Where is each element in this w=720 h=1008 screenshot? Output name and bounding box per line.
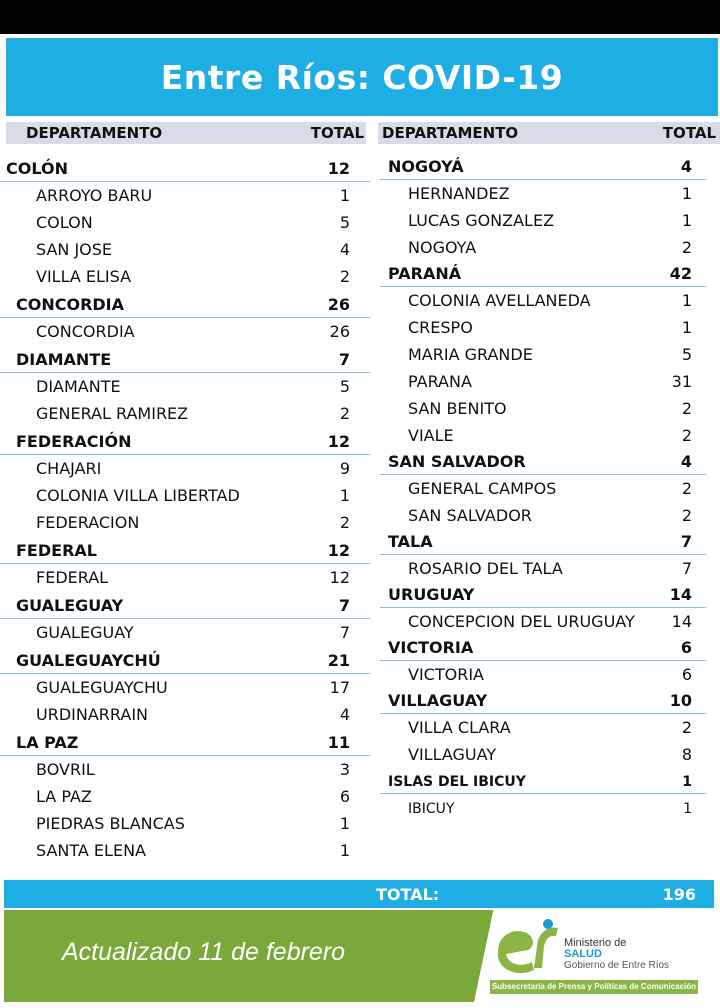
department-name: VILLAGUAY — [388, 691, 488, 710]
city-total: 1 — [683, 801, 692, 817]
city-name: SAN JOSE — [36, 240, 113, 259]
city-total: 5 — [681, 345, 692, 364]
department-total: 12 — [327, 432, 350, 451]
report-page — [0, 34, 720, 1008]
city-total: 2 — [681, 399, 692, 418]
city-row — [380, 368, 706, 395]
city-row — [380, 314, 706, 341]
department-name: ISLAS DEL IBICUY — [388, 774, 526, 790]
department-row — [0, 345, 370, 373]
department-name: VICTORIA — [388, 638, 474, 657]
city-name: LUCAS GONZALEZ — [408, 211, 555, 230]
city-total: 2 — [681, 479, 692, 498]
city-name: CONCEPCION DEL URUGUAY — [408, 612, 635, 631]
city-row — [0, 509, 370, 536]
city-row — [380, 395, 706, 422]
city-name: SAN BENITO — [408, 399, 507, 418]
city-name: ARROYO BARU — [36, 186, 153, 205]
department-row — [380, 529, 706, 555]
logo-line-gobierno: Gobierno de Entre Ríos — [564, 960, 670, 971]
city-total: 6 — [339, 787, 350, 806]
city-name: CONCORDIA — [36, 322, 135, 341]
city-name: PARANA — [408, 372, 472, 391]
city-name: GUALEGUAY — [36, 623, 134, 642]
city-name: VILLAGUAY — [408, 745, 497, 764]
city-name: COLON — [36, 213, 93, 232]
city-row — [380, 661, 706, 688]
department-name: DIAMANTE — [16, 350, 112, 369]
city-total: 17 — [329, 678, 350, 697]
city-name: GENERAL CAMPOS — [408, 479, 557, 498]
city-row — [380, 422, 706, 449]
city-total: 7 — [339, 623, 350, 642]
department-total: 7 — [338, 596, 350, 615]
department-row — [0, 591, 370, 619]
city-name: FEDERACION — [36, 513, 140, 532]
city-name: SANTA ELENA — [36, 841, 146, 860]
right-column-header — [378, 122, 720, 144]
city-row — [0, 810, 370, 837]
department-name: NOGOYÁ — [388, 157, 464, 176]
city-name: VILLA ELISA — [36, 267, 132, 286]
city-total: 2 — [339, 404, 350, 423]
city-name: FEDERAL — [36, 568, 109, 587]
city-total: 1 — [681, 211, 692, 230]
department-header: DEPARTAMENTO — [382, 124, 519, 142]
department-name: FEDERAL — [16, 541, 97, 560]
city-name: CRESPO — [408, 318, 473, 337]
department-total: 14 — [669, 585, 692, 604]
department-row — [0, 646, 370, 674]
total-header: TOTAL — [662, 124, 716, 142]
right-department-list — [380, 154, 706, 821]
city-name: COLONIA AVELLANEDA — [408, 291, 591, 310]
department-total: 1 — [682, 774, 692, 790]
city-row — [0, 400, 370, 427]
city-name: SAN SALVADOR — [408, 506, 532, 525]
city-name: DIAMANTE — [36, 377, 121, 396]
department-name: LA PAZ — [16, 733, 79, 752]
city-row — [0, 318, 370, 345]
department-name: GUALEGUAYCHÚ — [16, 651, 161, 670]
city-name: VIALE — [408, 426, 454, 445]
city-row — [0, 236, 370, 263]
logo-line-salud: SALUD — [564, 948, 602, 960]
city-name: VICTORIA — [408, 665, 484, 684]
city-row — [0, 455, 370, 482]
department-row — [0, 536, 370, 564]
total-header: TOTAL — [310, 124, 364, 142]
city-row — [0, 564, 370, 591]
left-column-header — [6, 122, 366, 144]
department-total: 7 — [338, 350, 350, 369]
department-name: COLÓN — [6, 159, 68, 178]
city-total: 5 — [339, 213, 350, 232]
city-total: 2 — [681, 238, 692, 257]
city-total: 31 — [671, 372, 692, 391]
city-row — [380, 207, 706, 234]
title-banner — [6, 38, 718, 116]
department-header: DEPARTAMENTO — [26, 124, 163, 142]
ministry-logo — [490, 916, 710, 996]
city-name: COLONIA VILLA LIBERTAD — [36, 486, 240, 505]
logo-line-ministerio: Ministerio de — [564, 937, 627, 949]
city-row — [380, 794, 706, 821]
city-total: 26 — [329, 322, 350, 341]
city-total: 2 — [681, 426, 692, 445]
department-name: TALA — [388, 532, 433, 551]
city-total: 1 — [681, 318, 692, 337]
city-total: 2 — [339, 267, 350, 286]
city-row — [0, 701, 370, 728]
updated-date-text: Actualizado 11 de febrero — [62, 938, 346, 966]
department-name: FEDERACIÓN — [16, 432, 132, 451]
department-name: CONCORDIA — [16, 295, 125, 314]
grand-total-value: 196 — [662, 885, 696, 904]
department-total: 12 — [327, 159, 350, 178]
department-name: GUALEGUAY — [16, 596, 124, 615]
department-total: 6 — [680, 638, 692, 657]
department-row — [0, 427, 370, 455]
city-row — [380, 608, 706, 635]
city-row — [380, 180, 706, 207]
city-total: 6 — [681, 665, 692, 684]
city-total: 1 — [339, 186, 350, 205]
city-row — [0, 182, 370, 209]
city-name: VILLA CLARA — [408, 718, 511, 737]
city-row — [0, 837, 370, 864]
city-name: ROSARIO DEL TALA — [408, 559, 563, 578]
city-row — [0, 209, 370, 236]
city-name: HERNANDEZ — [408, 184, 510, 203]
city-total: 8 — [681, 745, 692, 764]
city-row — [0, 373, 370, 400]
city-row — [380, 287, 706, 314]
left-department-list — [0, 154, 370, 864]
department-total: 42 — [669, 264, 692, 283]
city-row — [0, 619, 370, 646]
city-total: 1 — [681, 291, 692, 310]
department-row — [380, 635, 706, 661]
department-name: URUGUAY — [388, 585, 475, 604]
city-total: 12 — [329, 568, 350, 587]
department-total: 12 — [327, 541, 350, 560]
city-total: 1 — [339, 814, 350, 833]
city-total: 7 — [681, 559, 692, 578]
department-total: 21 — [327, 651, 350, 670]
department-name: SAN SALVADOR — [388, 452, 526, 471]
city-total: 1 — [681, 184, 692, 203]
department-name: PARANÁ — [388, 264, 462, 283]
city-total: 5 — [339, 377, 350, 396]
city-row — [380, 714, 706, 741]
department-total: 26 — [327, 295, 350, 314]
city-total: 3 — [339, 760, 350, 779]
city-total: 4 — [339, 240, 350, 259]
city-total: 4 — [339, 705, 350, 724]
department-row — [380, 688, 706, 714]
footer — [4, 910, 716, 1002]
city-name: IBICUY — [408, 801, 455, 817]
logo-text — [564, 938, 669, 971]
city-row — [380, 475, 706, 502]
city-name: CHAJARI — [36, 459, 102, 478]
city-name: NOGOYA — [408, 238, 477, 257]
city-total: 9 — [339, 459, 350, 478]
grand-total-label: TOTAL: — [376, 885, 440, 904]
city-name: MARIA GRANDE — [408, 345, 533, 364]
department-total: 7 — [680, 532, 692, 551]
city-total: 2 — [339, 513, 350, 532]
city-row — [380, 341, 706, 368]
department-total: 11 — [327, 733, 350, 752]
city-row — [380, 234, 706, 261]
department-total: 4 — [680, 157, 692, 176]
department-row — [380, 582, 706, 608]
city-row — [380, 502, 706, 529]
city-row — [380, 555, 706, 582]
city-name: GUALEGUAYCHU — [36, 678, 168, 697]
city-name: GENERAL RAMIREZ — [36, 404, 189, 423]
logo-subtitle-strip: Subsecretaría de Prensa y Políticas de Comunicación — [490, 980, 698, 994]
department-total: 10 — [669, 691, 692, 710]
department-row — [0, 154, 370, 182]
grand-total-bar — [4, 880, 714, 908]
department-row — [380, 449, 706, 475]
er-logo-icon — [490, 918, 562, 978]
department-row — [380, 768, 706, 794]
city-row — [0, 263, 370, 290]
department-row — [0, 728, 370, 756]
city-total: 1 — [339, 841, 350, 860]
department-row — [380, 154, 706, 180]
city-name: LA PAZ — [36, 787, 92, 806]
city-total: 2 — [681, 718, 692, 737]
city-name: URDINARRAIN — [36, 705, 148, 724]
city-total: 2 — [681, 506, 692, 525]
city-row — [0, 783, 370, 810]
city-row — [0, 756, 370, 783]
city-row — [0, 482, 370, 509]
department-row — [0, 290, 370, 318]
city-row — [380, 741, 706, 768]
city-total: 1 — [339, 486, 350, 505]
city-name: PIEDRAS BLANCAS — [36, 814, 185, 833]
city-row — [0, 674, 370, 701]
page-title: Entre Ríos: COVID-19 — [160, 57, 564, 97]
department-total: 4 — [680, 452, 692, 471]
city-total: 14 — [671, 612, 692, 631]
city-name: BOVRIL — [36, 760, 95, 779]
department-row — [380, 261, 706, 287]
